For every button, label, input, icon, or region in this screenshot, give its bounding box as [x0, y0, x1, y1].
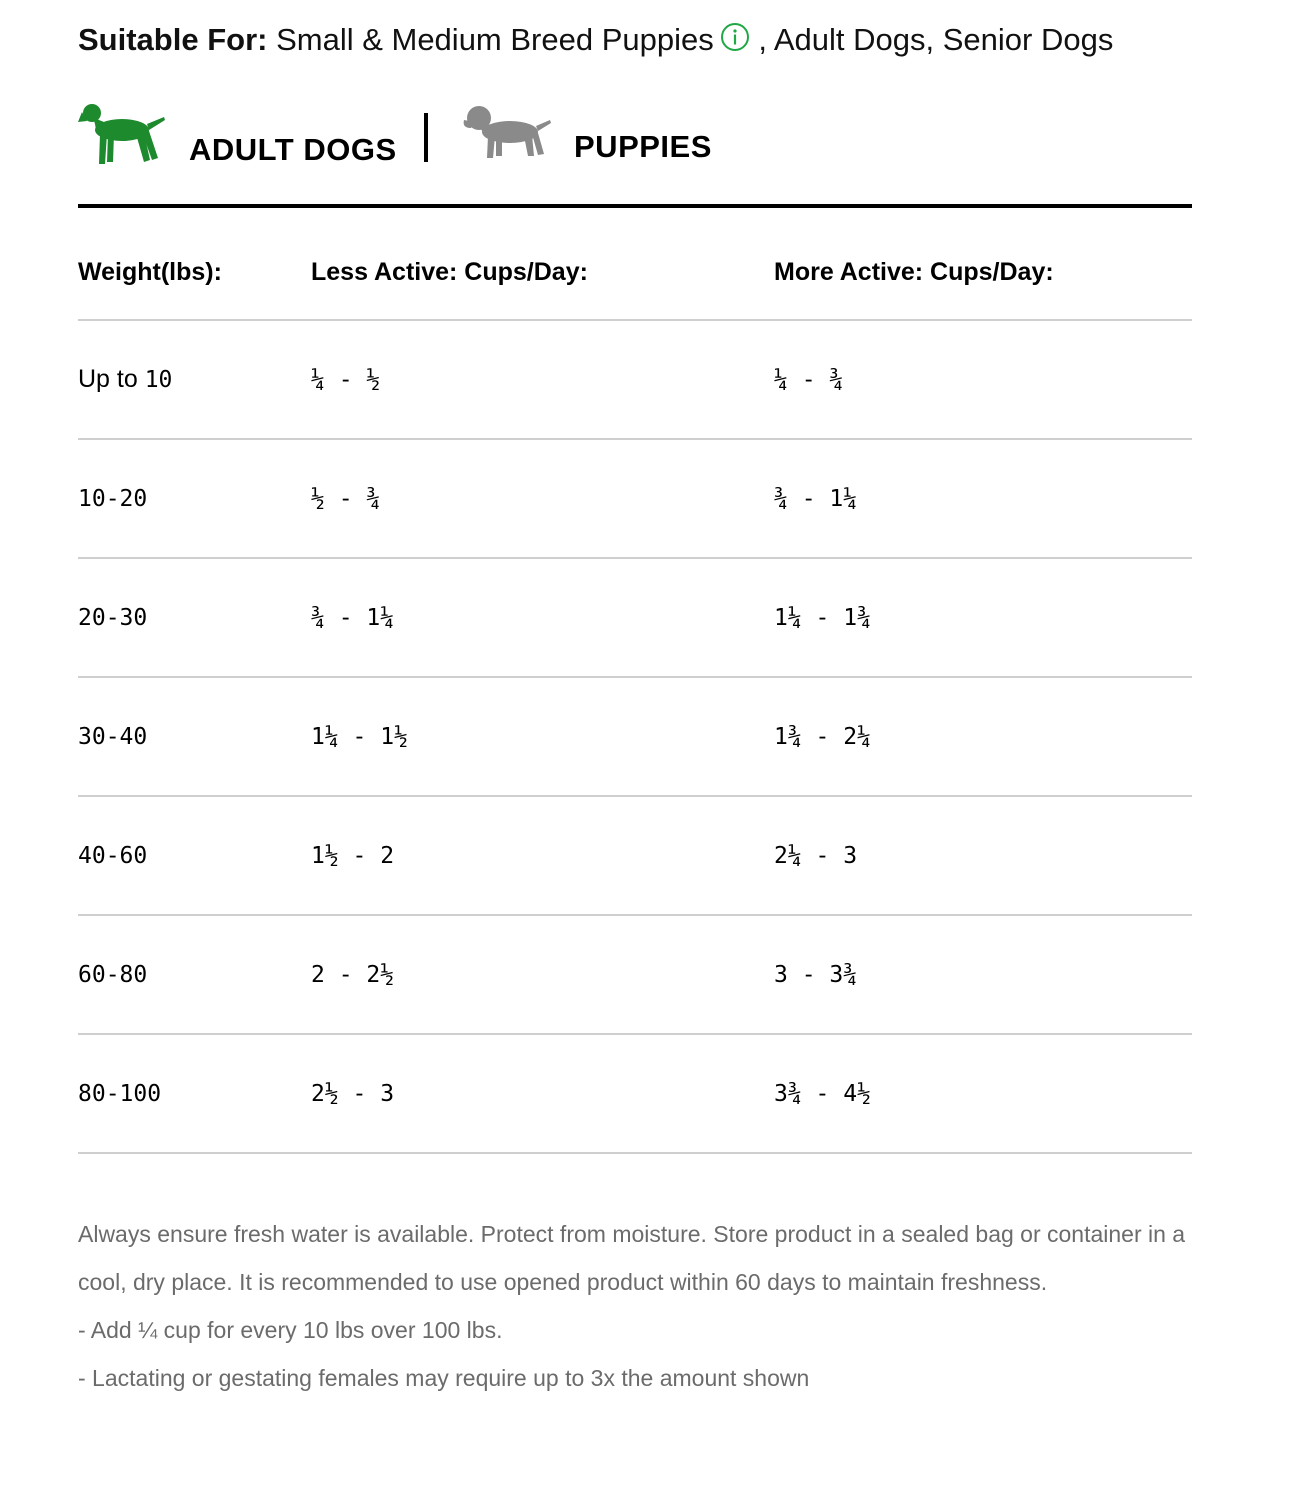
more-active-cell: ¼ - ¾ — [774, 320, 1192, 439]
more-active-cell: ¾ - 1¼ — [774, 439, 1192, 558]
weight-cell: 60-80 — [78, 915, 311, 1034]
suitable-for-label: Suitable For: — [78, 22, 268, 57]
suitable-for-line — [78, 18, 1113, 64]
weight-cell: 30-40 — [78, 677, 311, 796]
adult-dog-icon — [78, 100, 166, 171]
table-row — [78, 320, 1192, 439]
info-circle-icon[interactable] — [720, 20, 750, 64]
weight-cell: 40-60 — [78, 796, 311, 915]
header-more-active: More Active: Cups/Day: — [774, 225, 1192, 320]
feeding-table — [78, 225, 1192, 1154]
suitable-for-value-part2: , Adult Dogs, Senior Dogs — [758, 22, 1114, 57]
more-active-cell: 3¾ - 4½ — [774, 1034, 1192, 1153]
table-row — [78, 915, 1192, 1034]
weight-value: 10 — [144, 367, 173, 393]
tab-puppies[interactable] — [458, 96, 728, 176]
more-active-cell: 1¼ - 1¾ — [774, 558, 1192, 677]
note-extra-weight: - Add ¼ cup for every 10 lbs over 100 lbs. — [78, 1317, 503, 1343]
puppy-icon — [462, 104, 552, 165]
less-active-cell: ¾ - 1¼ — [311, 558, 774, 677]
tabs-underline — [78, 204, 1192, 208]
table-row — [78, 796, 1192, 915]
weight-cell: 10-20 — [78, 439, 311, 558]
weight-cell: 20-30 — [78, 558, 311, 677]
suitable-for-value-part1: Small & Medium Breed Puppies — [276, 22, 714, 57]
table-row — [78, 439, 1192, 558]
less-active-cell: ¼ - ½ — [311, 320, 774, 439]
life-stage-tabs — [78, 96, 1192, 208]
more-active-cell: 3 - 3¾ — [774, 915, 1192, 1034]
less-active-cell: 1½ - 2 — [311, 796, 774, 915]
feeding-notes — [78, 1210, 1192, 1402]
tab-adult-dogs[interactable] — [78, 96, 408, 176]
less-active-cell: ½ - ¾ — [311, 439, 774, 558]
less-active-cell: 2½ - 3 — [311, 1034, 774, 1153]
note-lactating: - Lactating or gestating females may require up to 3x the amount shown — [78, 1365, 810, 1391]
table-row — [78, 1034, 1192, 1153]
more-active-cell: 1¾ - 2¼ — [774, 677, 1192, 796]
less-active-cell: 2 - 2½ — [311, 915, 774, 1034]
table-row — [78, 558, 1192, 677]
weight-cell — [78, 320, 311, 439]
tab-puppies-label: PUPPIES — [574, 129, 712, 164]
less-active-cell: 1¼ - 1½ — [311, 677, 774, 796]
table-row — [78, 677, 1192, 796]
storage-note: Always ensure fresh water is available. Protect from moisture. Store product in a sealed bag or container in a cool, dry place. It is recommended to use opened product within 60 days to maintain freshness. — [78, 1221, 1186, 1295]
more-active-cell: 2¼ - 3 — [774, 796, 1192, 915]
header-weight: Weight(lbs): — [78, 225, 311, 320]
tab-adult-dogs-label: ADULT DOGS — [189, 132, 397, 167]
weight-prefix: Up to — [78, 365, 145, 393]
weight-cell: 80-100 — [78, 1034, 311, 1153]
tab-divider — [424, 113, 428, 162]
table-header-row — [78, 225, 1192, 320]
header-less-active: Less Active: Cups/Day: — [311, 225, 774, 320]
